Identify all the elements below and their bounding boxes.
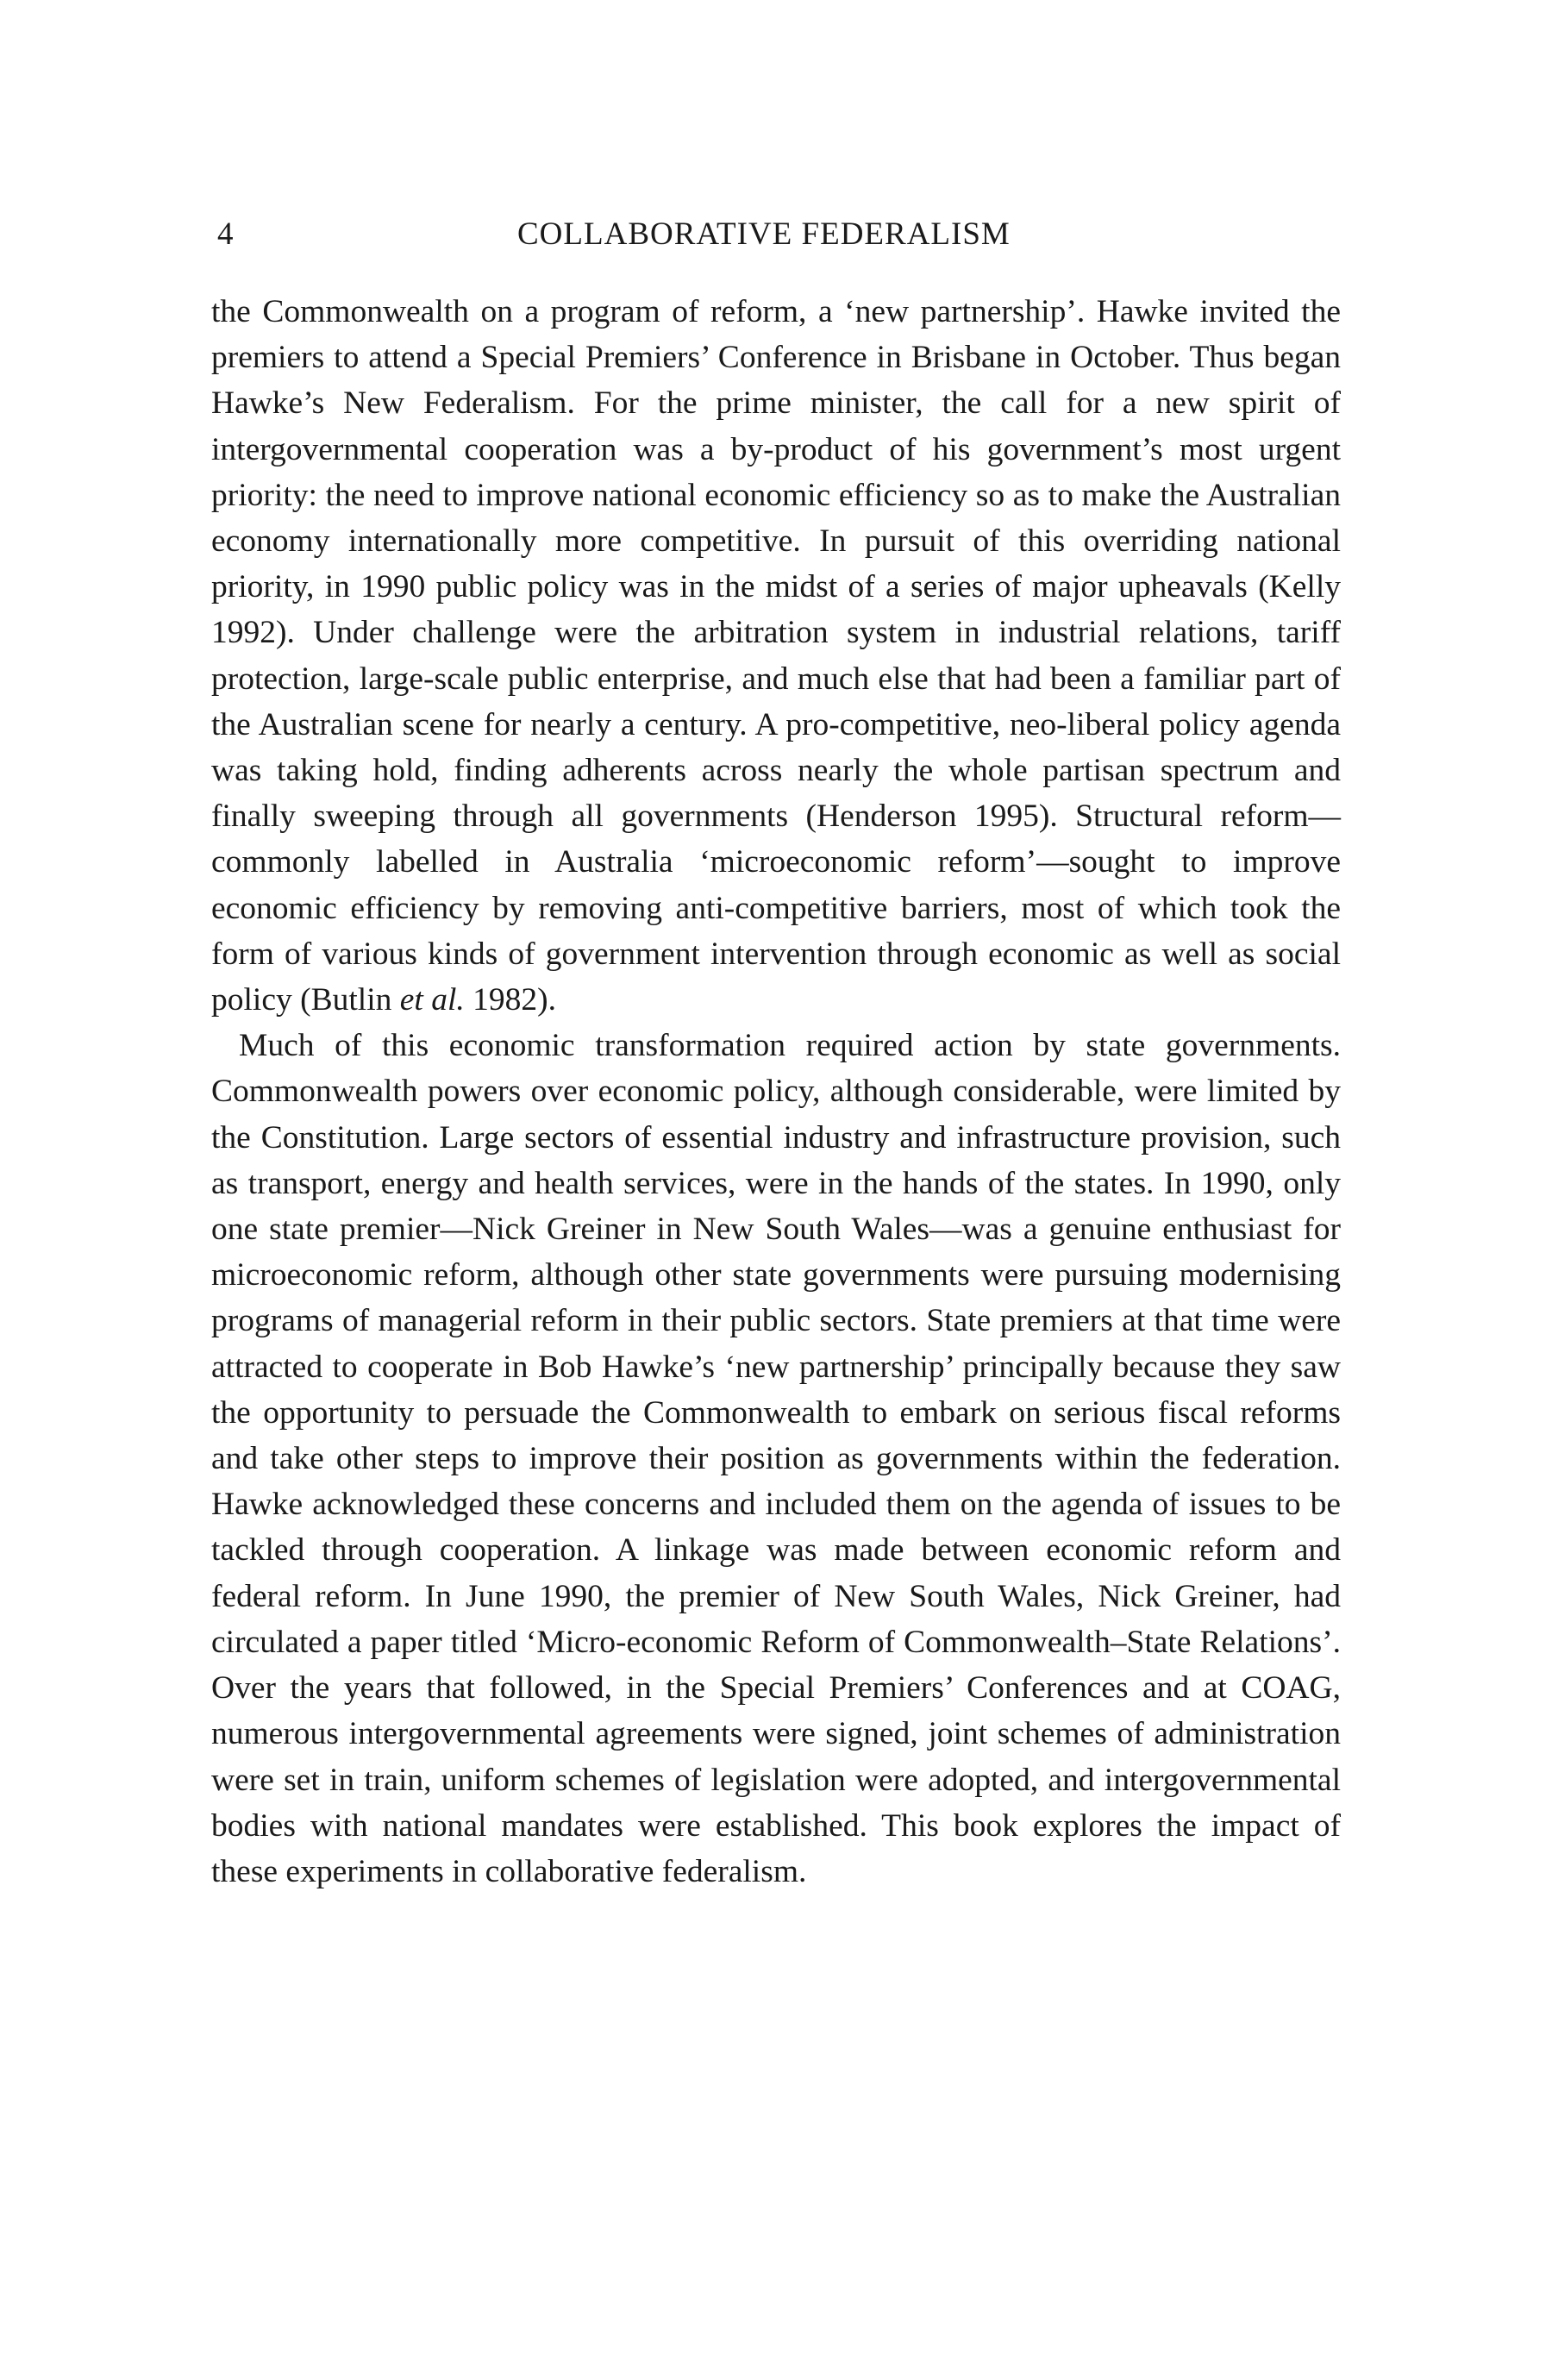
body-text xyxy=(211,289,1341,1895)
paragraph-1-tail: 1982). xyxy=(464,982,556,1018)
page-number: 4 xyxy=(217,216,235,252)
paragraph-2-text: Much of this economic transformation required action by state governments. Commonwealth powers over economic policy, although considerable, were limited by the Constitution. Large sectors of essential industry and infrastructure provision, such as transport, energy and health services, were in the hands of the states. In 1990, only one state premier—Nick Greiner in New South Wales—was a genuine enthusiast for microeconomic reform, although other state governments were pursuing modernising programs of managerial reform in their public sectors. State premiers at that time were attracted to cooperate in Bob Hawke’s ‘new partnership’ principally because they saw the opportunity to persuade the Commonwealth to embark on serious fiscal reforms and take other steps to improve their position as governments within the federation. Hawke acknowledged these concerns and included them on the agenda of issues to be tackled through cooperation. A linkage was made between economic reform and federal reform. In June 1990, the premier of New South Wales, Nick Greiner, had circulated a paper titled ‘Micro-economic Reform of Commonwealth–State Relations’. Over the years that followed, in the Special Premiers’ Conferences and at COAG, numerous intergovernmental agreements were signed, joint schemes of administration were set in train, uniform schemes of legislation were adopted, and intergovernmental bodies with national mandates were established. This book explores the impact of these experiments in collaborative federalism. xyxy=(211,1028,1341,1889)
paragraph-1-text: the Commonwealth on a program of reform, a ‘new partnership’. Hawke invited the premiers to attend a Special Premiers’ Conference in Brisbane in October. Thus began Hawke’s New Federalism. For the prime minister, the call for a new spirit of intergovernmental cooperation was a by-product of his government’s most urgent priority: the need to improve national economic efficiency so as to make the Australian economy internationally more competitive. In pursuit of this overriding national priority, in 1990 public policy was in the midst of a series of major upheavals (Kelly 1992). Under challenge were the arbitration system in industrial relations, tariff protection, large-scale public enterprise, and much else that had been a familiar part of the Australian scene for nearly a century. A pro-competitive, neo-liberal policy agenda was taking hold, finding adherents across nearly the whole partisan spectrum and finally sweeping through all governments (Henderson 1995). Structural reform—commonly labelled in Australia ‘microeconomic reform’—sought to improve economic efficiency by removing anti-competitive barriers, most of which took the form of various kinds of government intervention through economic as well as social policy (Butlin xyxy=(211,294,1341,1018)
paragraph-2 xyxy=(211,1023,1341,1895)
running-title: COLLABORATIVE FEDERALISM xyxy=(517,216,1011,252)
running-head xyxy=(217,213,1338,256)
paragraph-1 xyxy=(211,289,1341,1023)
paragraph-1-italic: et al. xyxy=(399,982,465,1018)
